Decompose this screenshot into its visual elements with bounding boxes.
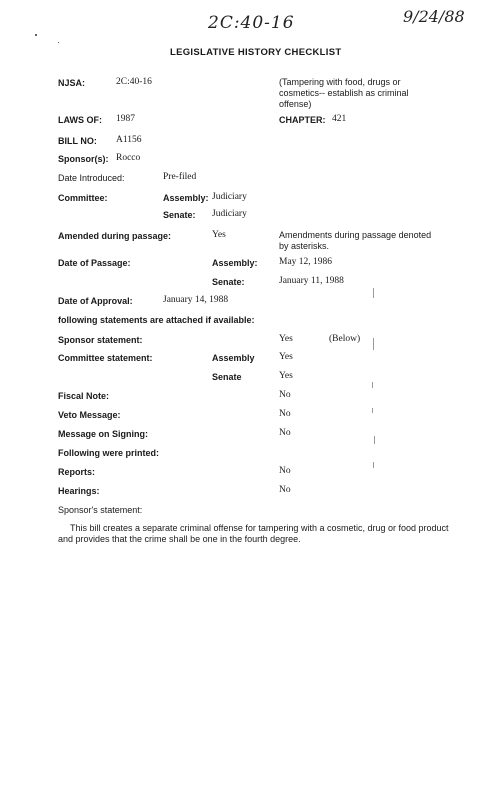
veto-message-value: No xyxy=(279,409,291,419)
chapter-value: 421 xyxy=(332,114,347,124)
committee-statement-assembly-value: Yes xyxy=(279,352,293,362)
committee-assembly-value: Judiciary xyxy=(212,192,247,202)
bill-no-value: A1156 xyxy=(116,135,142,145)
hearings-label: Hearings: xyxy=(58,486,100,496)
amended-label: Amended during passage: xyxy=(58,231,172,241)
handwritten-code: 2C:40-16 xyxy=(208,13,295,33)
scan-speck xyxy=(372,382,373,388)
committee-label: Committee: xyxy=(58,193,108,203)
laws-of-value: 1987 xyxy=(116,114,135,124)
scan-speck xyxy=(372,408,373,413)
scan-speck xyxy=(373,288,374,298)
njsa-value: 2C:40-16 xyxy=(116,77,152,87)
passage-senate-value: January 11, 1988 xyxy=(279,276,344,286)
scan-speck xyxy=(374,436,375,444)
veto-message-label: Veto Message: xyxy=(58,410,121,420)
attached-heading: following statements are attached if available: xyxy=(58,315,255,325)
committee-assembly-label: Assembly: xyxy=(163,193,209,203)
fiscal-note-label: Fiscal Note: xyxy=(58,391,110,401)
reports-label: Reports: xyxy=(58,467,96,477)
fiscal-note-value: No xyxy=(279,390,291,400)
date-introduced-label: Date Introduced: xyxy=(58,173,125,183)
statement-text: This bill creates a separate criminal offense for tampering with a cosmetic, drug or food product and provides that the crime shall be one in the fourth degree. xyxy=(58,523,449,544)
message-signing-label: Message on Signing: xyxy=(58,429,149,439)
njsa-label: NJSA: xyxy=(58,78,86,88)
amended-note: Amendments during passage denoted by asterisks. xyxy=(279,230,432,251)
date-introduced-value: Pre-filed xyxy=(163,172,197,182)
scan-speck xyxy=(35,34,37,36)
sponsors-statement-heading: Sponsor's statement: xyxy=(58,505,143,515)
passage-senate-label: Senate: xyxy=(212,277,245,287)
scan-speck xyxy=(58,42,59,43)
approval-value: January 14, 1988 xyxy=(163,295,229,305)
scan-speck xyxy=(373,338,374,350)
committee-senate-value: Judiciary xyxy=(212,209,247,219)
committee-statement-label: Committee statement: xyxy=(58,353,153,363)
sponsor-statement-label: Sponsor statement: xyxy=(58,335,143,345)
page-title: LEGISLATIVE HISTORY CHECKLIST xyxy=(170,47,342,58)
njsa-description: (Tampering with food, drugs or cosmetics-- establish as criminal offense) xyxy=(279,77,409,109)
sponsors-label: Sponsor(s): xyxy=(58,154,109,164)
approval-label: Date of Approval: xyxy=(58,296,133,306)
bill-no-label: BILL NO: xyxy=(58,136,97,146)
passage-assembly-value: May 12, 1986 xyxy=(279,257,333,267)
hearings-value: No xyxy=(279,485,291,495)
sponsor-statement-note: (Below) xyxy=(329,334,361,344)
handwritten-date: 9/24/88 xyxy=(403,7,465,26)
laws-of-label: LAWS OF: xyxy=(58,115,102,125)
committee-statement-assembly-label: Assembly xyxy=(212,353,255,363)
message-signing-value: No xyxy=(279,428,291,438)
reports-value: No xyxy=(279,466,291,476)
committee-statement-senate-label: Senate xyxy=(212,372,242,382)
committee-statement-senate-value: Yes xyxy=(279,371,293,381)
passage-label: Date of Passage: xyxy=(58,258,131,268)
printed-heading: Following were printed: xyxy=(58,448,159,458)
scan-speck xyxy=(373,462,374,468)
chapter-label: CHAPTER: xyxy=(279,115,326,125)
sponsors-value: Rocco xyxy=(116,153,141,163)
sponsor-statement-value: Yes xyxy=(279,334,293,344)
passage-assembly-label: Assembly: xyxy=(212,258,258,268)
committee-senate-label: Senate: xyxy=(163,210,196,220)
amended-value: Yes xyxy=(212,230,226,240)
